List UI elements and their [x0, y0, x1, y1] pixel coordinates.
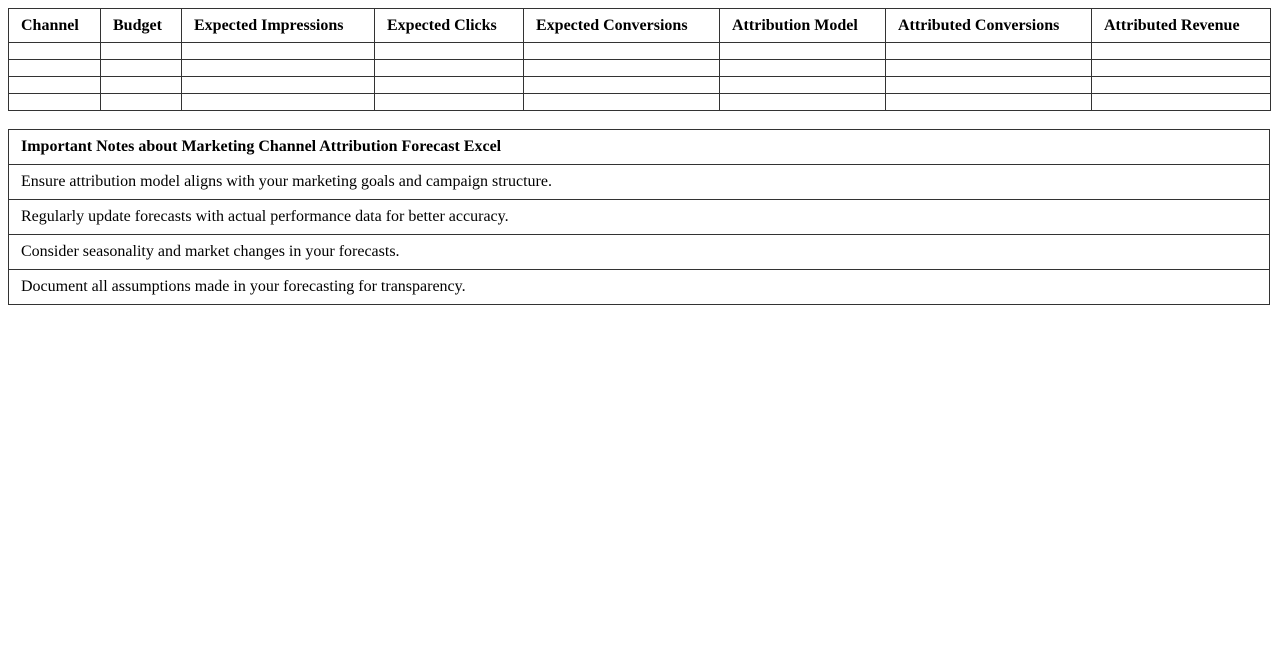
- table-cell[interactable]: [9, 43, 101, 60]
- notes-table: [8, 129, 1270, 305]
- list-item: [9, 270, 1270, 305]
- table-cell[interactable]: [9, 77, 101, 94]
- notes-title: Important Notes about Marketing Channel Attribution Forecast Excel: [9, 130, 1270, 165]
- table-cell[interactable]: [524, 77, 720, 94]
- table-row: [9, 60, 1271, 77]
- table-cell[interactable]: [182, 77, 375, 94]
- header-attribution-model: Attribution Model: [720, 9, 886, 43]
- note-text: Regularly update forecasts with actual performance data for better accuracy.: [9, 200, 1270, 235]
- header-expected-impressions: Expected Impressions: [182, 9, 375, 43]
- table-row: [9, 43, 1271, 60]
- table-cell[interactable]: [720, 43, 886, 60]
- table-header-row: [9, 9, 1271, 43]
- table-cell[interactable]: [182, 94, 375, 111]
- table-cell[interactable]: [886, 60, 1092, 77]
- table-cell[interactable]: [1092, 77, 1271, 94]
- header-attributed-conversions: Attributed Conversions: [886, 9, 1092, 43]
- table-cell[interactable]: [101, 77, 182, 94]
- list-item: [9, 235, 1270, 270]
- note-text: Document all assumptions made in your forecasting for transparency.: [9, 270, 1270, 305]
- table-cell[interactable]: [375, 94, 524, 111]
- table-cell[interactable]: [375, 43, 524, 60]
- header-expected-clicks: Expected Clicks: [375, 9, 524, 43]
- table-cell[interactable]: [886, 77, 1092, 94]
- table-cell[interactable]: [1092, 94, 1271, 111]
- table-cell[interactable]: [720, 60, 886, 77]
- note-text: Ensure attribution model aligns with your marketing goals and campaign structure.: [9, 165, 1270, 200]
- table-cell[interactable]: [375, 77, 524, 94]
- table-cell[interactable]: [182, 60, 375, 77]
- table-cell[interactable]: [101, 43, 182, 60]
- header-attributed-revenue: Attributed Revenue: [1092, 9, 1271, 43]
- table-cell[interactable]: [524, 94, 720, 111]
- table-cell[interactable]: [9, 60, 101, 77]
- table-cell[interactable]: [9, 94, 101, 111]
- header-channel: Channel: [9, 9, 101, 43]
- table-cell[interactable]: [886, 94, 1092, 111]
- table-cell[interactable]: [182, 43, 375, 60]
- table-cell[interactable]: [1092, 43, 1271, 60]
- forecast-table: [8, 8, 1271, 111]
- header-expected-conversions: Expected Conversions: [524, 9, 720, 43]
- table-cell[interactable]: [720, 94, 886, 111]
- table-row: [9, 94, 1271, 111]
- header-budget: Budget: [101, 9, 182, 43]
- table-cell[interactable]: [524, 43, 720, 60]
- notes-title-row: [9, 130, 1270, 165]
- table-cell[interactable]: [524, 60, 720, 77]
- table-cell[interactable]: [375, 60, 524, 77]
- table-cell[interactable]: [886, 43, 1092, 60]
- table-cell[interactable]: [720, 77, 886, 94]
- table-cell[interactable]: [101, 60, 182, 77]
- list-item: [9, 165, 1270, 200]
- list-item: [9, 200, 1270, 235]
- note-text: Consider seasonality and market changes in your forecasts.: [9, 235, 1270, 270]
- table-cell[interactable]: [1092, 60, 1271, 77]
- table-cell[interactable]: [101, 94, 182, 111]
- table-row: [9, 77, 1271, 94]
